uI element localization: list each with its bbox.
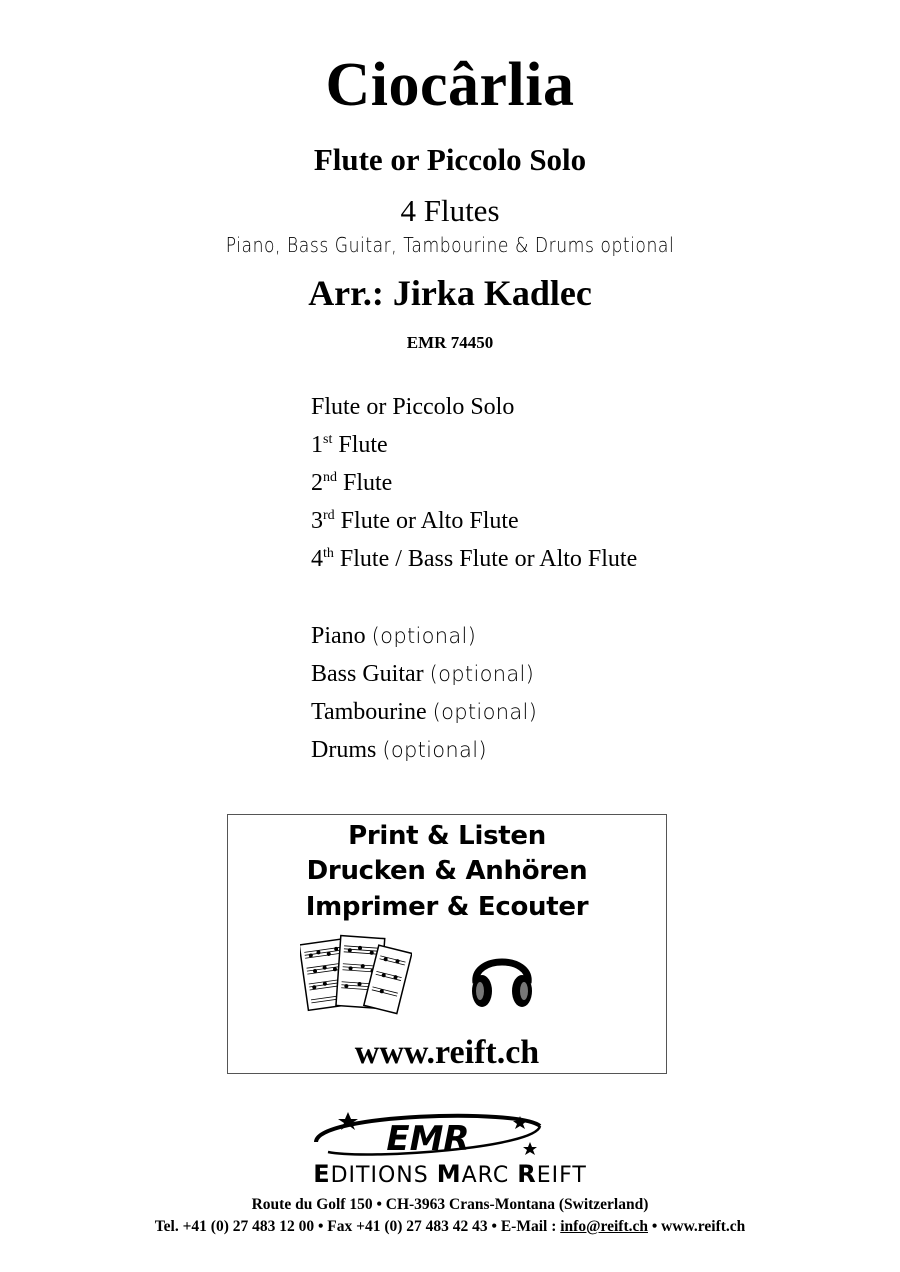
solo-subtitle: Flute or Piccolo Solo (313, 142, 587, 177)
arranger: Arr.: Jirka Kadlec (308, 273, 592, 313)
promo-line-german: Drucken & Anhören (306, 856, 588, 886)
publisher-contact: Tel. +41 (0) 27 483 12 00 • Fax +41 (0) 27 483 42 43 • E-Mail : info@reift.ch • www.reift.ch (154, 1218, 746, 1235)
promo-line-french: Imprimer & Ecouter (305, 892, 589, 922)
optional-part-item: Tambourine (optional) (311, 699, 538, 725)
optional-part-item: Bass Guitar (optional) (311, 661, 535, 687)
optional-part-item: Drums (optional) (311, 737, 487, 763)
optional-parts-list (311, 619, 537, 771)
part-item: 3rd Flute or Alto Flute (311, 508, 519, 534)
emr-logo-icon (308, 1108, 548, 1164)
print-listen-box (227, 814, 667, 1074)
scoring: 4 Flutes (400, 193, 500, 228)
publisher-logo (250, 1108, 650, 1190)
part-item: 4th Flute / Bass Flute or Alto Flute (311, 546, 638, 572)
promo-line-english: Print & Listen (348, 821, 546, 851)
catalog-number: EMR 74450 (406, 333, 494, 352)
page-title: Ciocârlia (325, 51, 575, 119)
optional-instruments: Piano, Bass Guitar, Tambourine & Drums optional (225, 233, 675, 257)
svg-text:EMR: EMR (386, 1119, 470, 1159)
optional-part-item: Piano (optional) (311, 623, 477, 649)
headphones-icon (466, 937, 538, 1013)
part-item: 1st Flute (311, 432, 388, 458)
sheet-music-icon (300, 933, 412, 1021)
part-item: Flute or Piccolo Solo (311, 394, 515, 420)
publisher-name: EDITIONS MARC REIFT (313, 1160, 587, 1188)
email-link[interactable]: info@reift.ch (560, 1218, 648, 1235)
publisher-address: Route du Golf 150 • CH-3963 Crans-Montana (Switzerland) (251, 1196, 649, 1213)
part-item: 2nd Flute (311, 470, 393, 496)
website-link[interactable]: www.reift.ch (354, 1034, 540, 1071)
parts-list (311, 390, 637, 580)
